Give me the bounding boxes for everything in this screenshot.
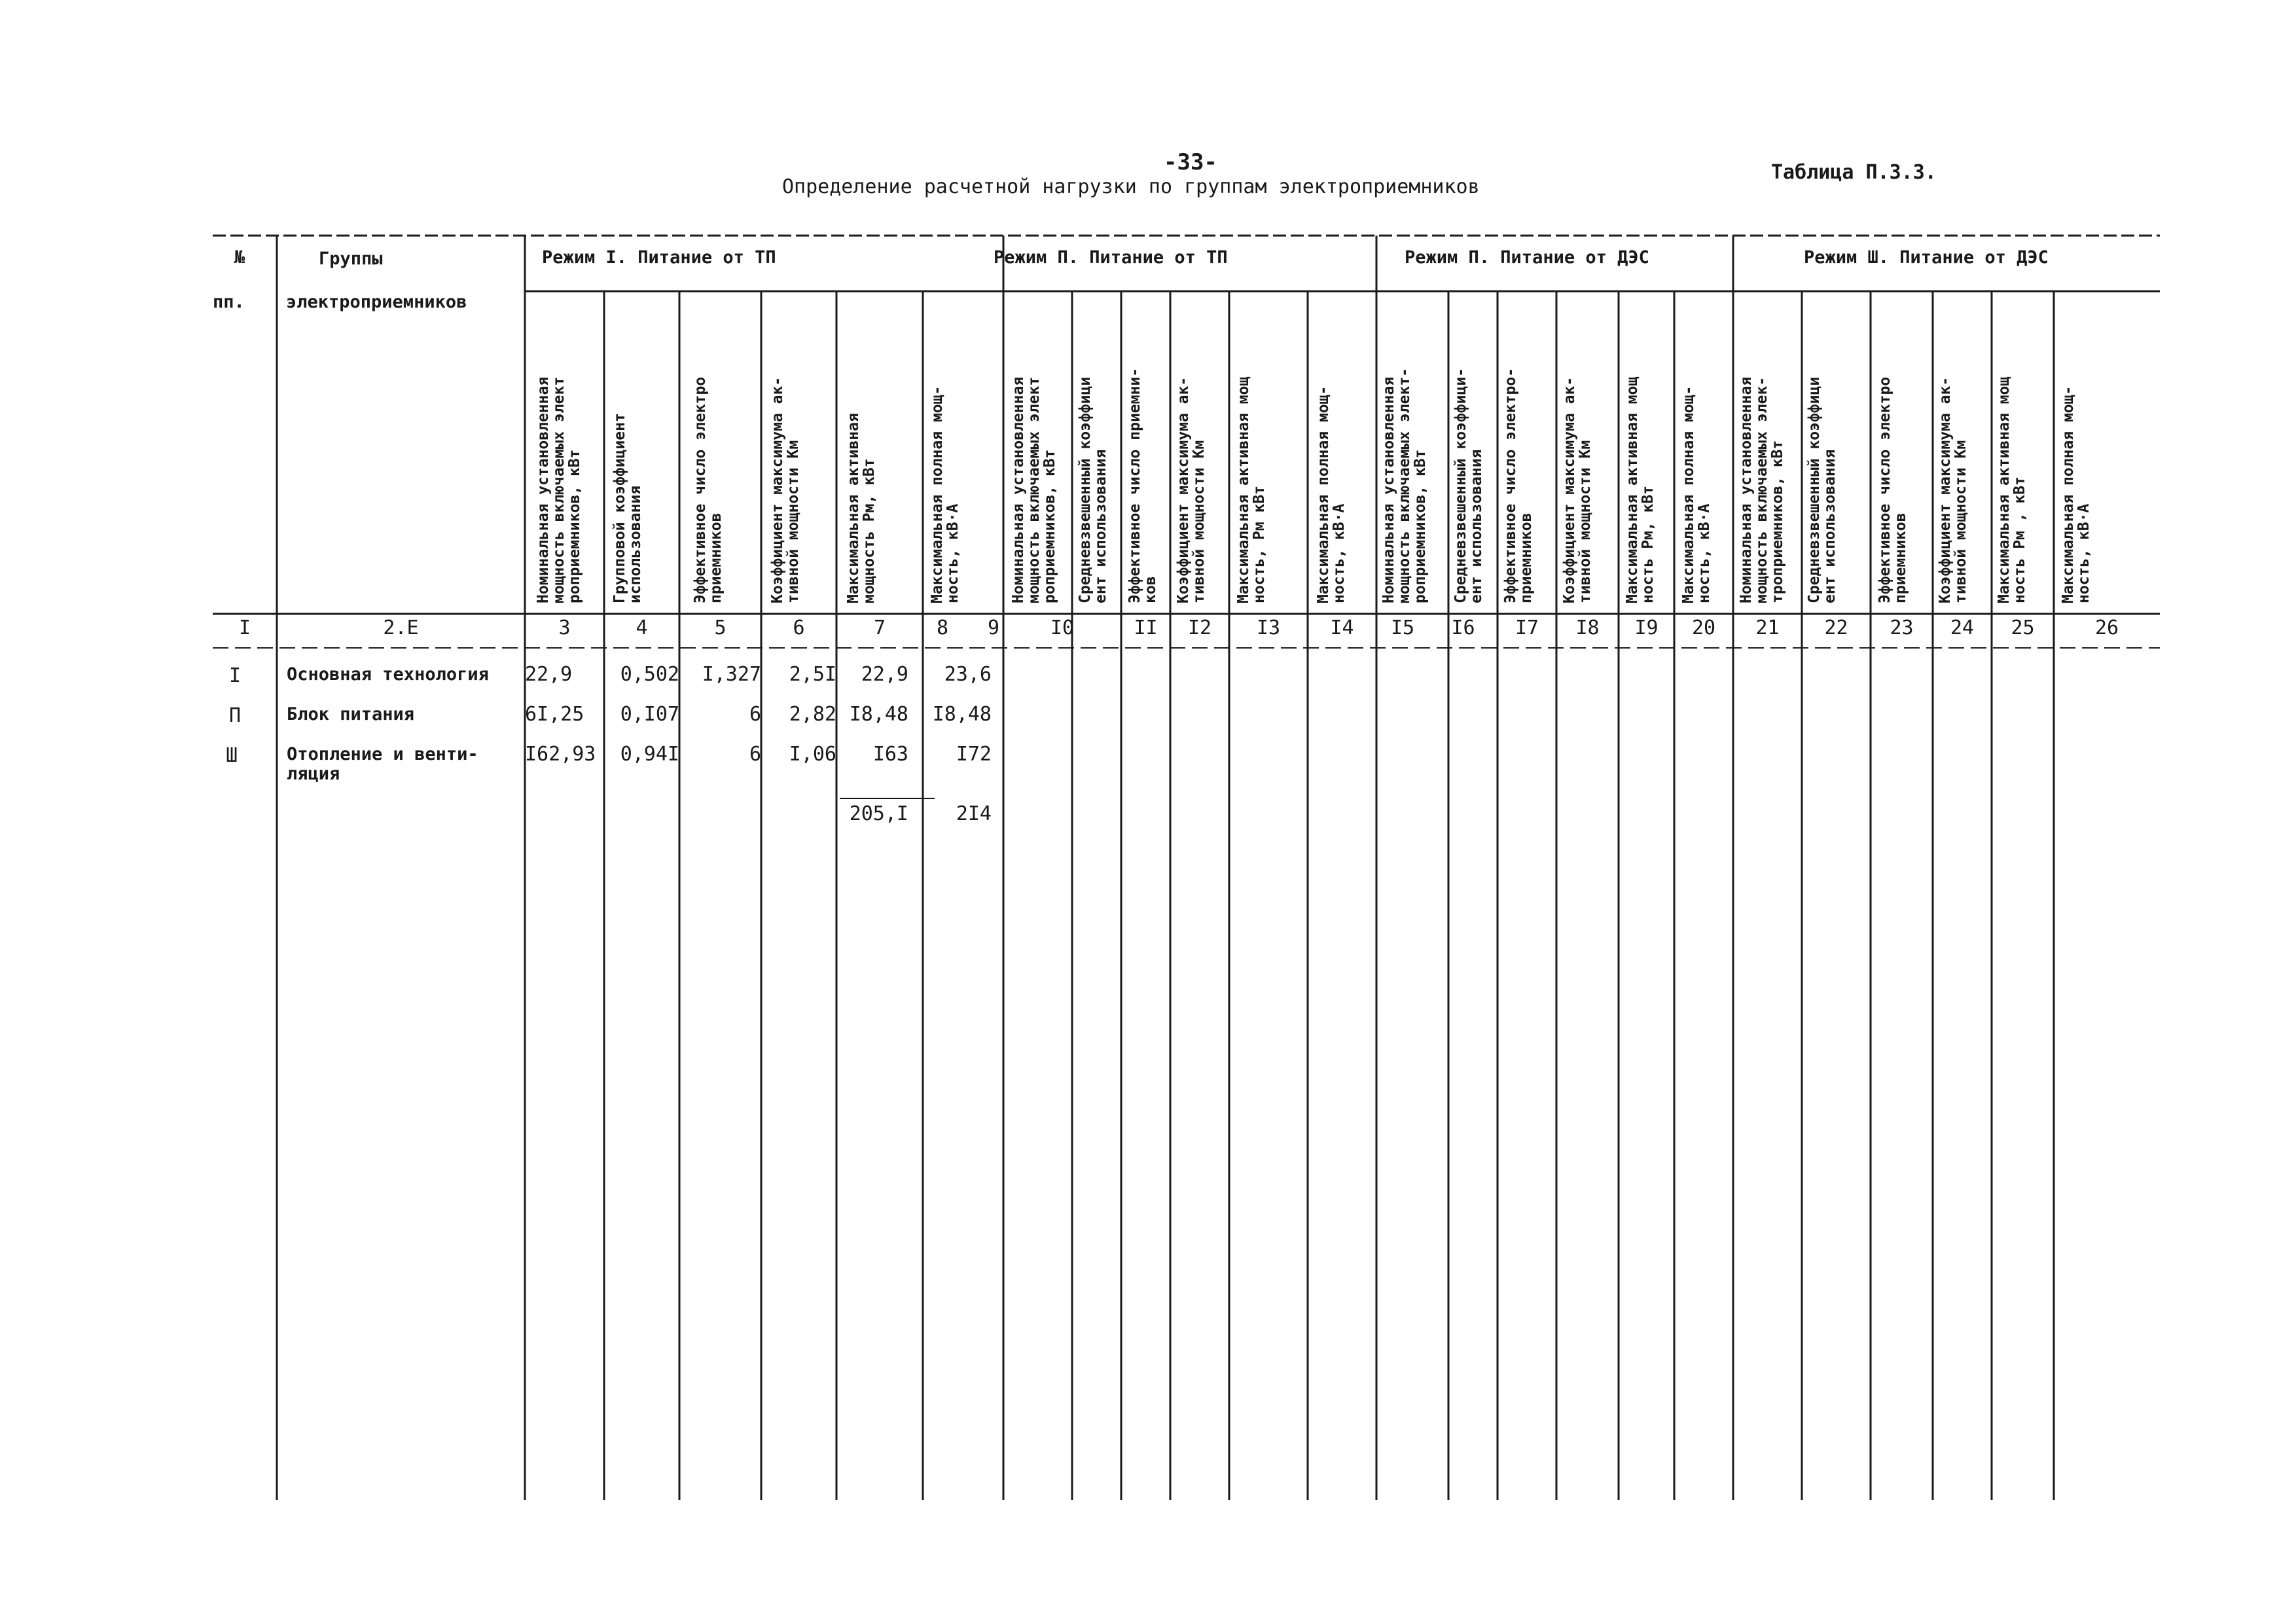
col-number: 3 bbox=[558, 616, 571, 639]
total-max-active: 205,I bbox=[849, 802, 908, 825]
cell-max-active: I63 bbox=[872, 743, 908, 766]
col-number: II bbox=[1134, 616, 1158, 639]
col-header-17: Средневзвешенный коэффици- ент использования bbox=[1452, 367, 1485, 603]
col-header-21: Максимальная полная мощ- ность, кВ·А bbox=[1680, 385, 1713, 603]
col-header-4: Групповой коэффициент использования bbox=[611, 413, 644, 603]
col-header-14: Максимальная активная мощ ность, Рм кВт bbox=[1235, 376, 1268, 603]
col-number: 6 bbox=[793, 616, 805, 639]
header-number: № bbox=[234, 247, 245, 268]
col-header-26: Максимальная активная мощ ность Рм , кВт bbox=[1996, 376, 2028, 603]
col-number: I8 bbox=[1575, 616, 1600, 639]
col-header-8: Максимальная полная мощ- ность, кВ·А bbox=[929, 385, 961, 603]
col-number: I0 bbox=[1050, 616, 1075, 639]
mode-header-3: Режим П. Питание от ДЭС bbox=[1405, 247, 1649, 268]
col-header-24: Эффективное число электро приемников bbox=[1876, 376, 1909, 603]
header-pp: пп. bbox=[213, 292, 245, 312]
cell-max-active: 22,9 bbox=[861, 663, 908, 686]
col-header-23: Средневзвешенный коэффици ент использования bbox=[1806, 376, 1839, 603]
col-number: 24 bbox=[1950, 616, 1975, 639]
col-number: 9 bbox=[987, 616, 1000, 639]
group-name: Отопление и венти- bbox=[287, 744, 478, 764]
col-header-12: Эффективное число приемни- ков bbox=[1126, 367, 1159, 603]
col-header-5: Эффективное число электро приемников bbox=[692, 376, 725, 603]
col-number: I6 bbox=[1451, 616, 1475, 639]
col-number: 5 bbox=[714, 616, 726, 639]
col-number: I2 bbox=[1187, 616, 1212, 639]
col-header-10: Номинальная установленная мощность включаемых элект роприемников, кВт bbox=[1010, 376, 1058, 603]
page-number: -33- bbox=[1164, 149, 1217, 175]
cell-installed-power: 22,9 bbox=[525, 663, 573, 686]
col-number: I7 bbox=[1515, 616, 1539, 639]
group-name: Основная технология bbox=[287, 664, 489, 685]
row-number: I bbox=[229, 664, 242, 687]
mode-header-1: Режим I. Питание от ТП bbox=[542, 247, 776, 268]
col-header-13: Коэффициент максимума ак- тивной мощности Kм bbox=[1175, 376, 1208, 603]
col-header-11: Средневзвешенный коэффици ент использования bbox=[1077, 376, 1109, 603]
col-header-16: Номинальная установленная мощность включаемых элект- роприемников, кВт bbox=[1380, 367, 1429, 603]
col-number: 7 bbox=[873, 616, 886, 639]
col-header-22: Номинальная установленная мощность включаемых элек- троприемников, кВт bbox=[1738, 376, 1786, 603]
cell-max-full: I72 bbox=[956, 743, 992, 766]
mode-header-2: Режим П. Питание от ТП bbox=[994, 247, 1228, 268]
col-header-15: Максимальная полная мощ- ность, кВ·А bbox=[1315, 385, 1348, 603]
cell-usage-coef: 0,94I bbox=[620, 743, 679, 766]
cell-installed-power: 6I,25 bbox=[525, 703, 584, 726]
col-header-3: Номинальная установленная мощность включаемых элект роприемников, кВт bbox=[535, 376, 583, 603]
col-header-25: Коэффициент максимума ак- тивной мощности Kм bbox=[1937, 376, 1969, 603]
cell-effective-count: 6 bbox=[749, 743, 761, 766]
col-number: I4 bbox=[1330, 616, 1354, 639]
cell-installed-power: I62,93 bbox=[525, 743, 596, 766]
col-number: 23 bbox=[1890, 616, 1914, 639]
table-label: Таблица П.3.3. bbox=[1771, 161, 1937, 184]
mode-header-4: Режим Ш. Питание от ДЭС bbox=[1804, 247, 2049, 268]
cell-usage-coef: 0,502 bbox=[620, 663, 679, 686]
col-header-18: Эффективное число электро- приемников bbox=[1502, 367, 1535, 603]
row-number: Ш bbox=[226, 744, 238, 767]
col-header-20: Максимальная активная мощ ность Рм, кВт bbox=[1624, 376, 1657, 603]
col-number: I9 bbox=[1634, 616, 1659, 639]
col-header-19: Коэффициент максимума ак- тивной мощности Kм bbox=[1561, 376, 1594, 603]
cell-max-coef: 2,82 bbox=[789, 703, 836, 726]
col-header-7: Максимальная активная мощность Рм, кВт bbox=[845, 413, 878, 603]
cell-max-coef: I,06 bbox=[789, 743, 836, 766]
col-number: 8 bbox=[936, 616, 949, 639]
header-groups-sub: электроприемников bbox=[286, 292, 467, 312]
col-header-6: Коэффициент максимума ак- тивной мощности Kм bbox=[769, 376, 802, 603]
cell-max-full: I8,48 bbox=[932, 703, 992, 726]
col-number: 22 bbox=[1824, 616, 1848, 639]
page-title: Определение расчетной нагрузки по группам электроприемников bbox=[782, 175, 1480, 198]
cell-max-full: 23,6 bbox=[944, 663, 992, 686]
col-number: I3 bbox=[1256, 616, 1281, 639]
col-number: 4 bbox=[636, 616, 648, 639]
cell-effective-count: 6 bbox=[749, 703, 761, 726]
col-number: 26 bbox=[2094, 616, 2119, 639]
col-number: 21 bbox=[1755, 616, 1780, 639]
col-number: I5 bbox=[1390, 616, 1415, 639]
cell-effective-count: I,327 bbox=[702, 663, 761, 686]
header-groups: Группы bbox=[319, 249, 383, 269]
group-name-continuation: ляция bbox=[287, 764, 340, 784]
col-number: I bbox=[238, 616, 251, 639]
col-number: 20 bbox=[1691, 616, 1716, 639]
col-number: 2.Е bbox=[383, 616, 419, 639]
total-max-full: 2I4 bbox=[956, 802, 992, 825]
cell-usage-coef: 0,I07 bbox=[620, 703, 679, 726]
col-header-27: Максимальная полная мощ- ность, кВ·А bbox=[2060, 385, 2092, 603]
row-number: П bbox=[229, 704, 242, 727]
cell-max-active: I8,48 bbox=[849, 703, 908, 726]
group-name: Блок питания bbox=[287, 704, 415, 724]
cell-max-coef: 2,5I bbox=[789, 663, 836, 686]
col-number: 25 bbox=[2011, 616, 2035, 639]
